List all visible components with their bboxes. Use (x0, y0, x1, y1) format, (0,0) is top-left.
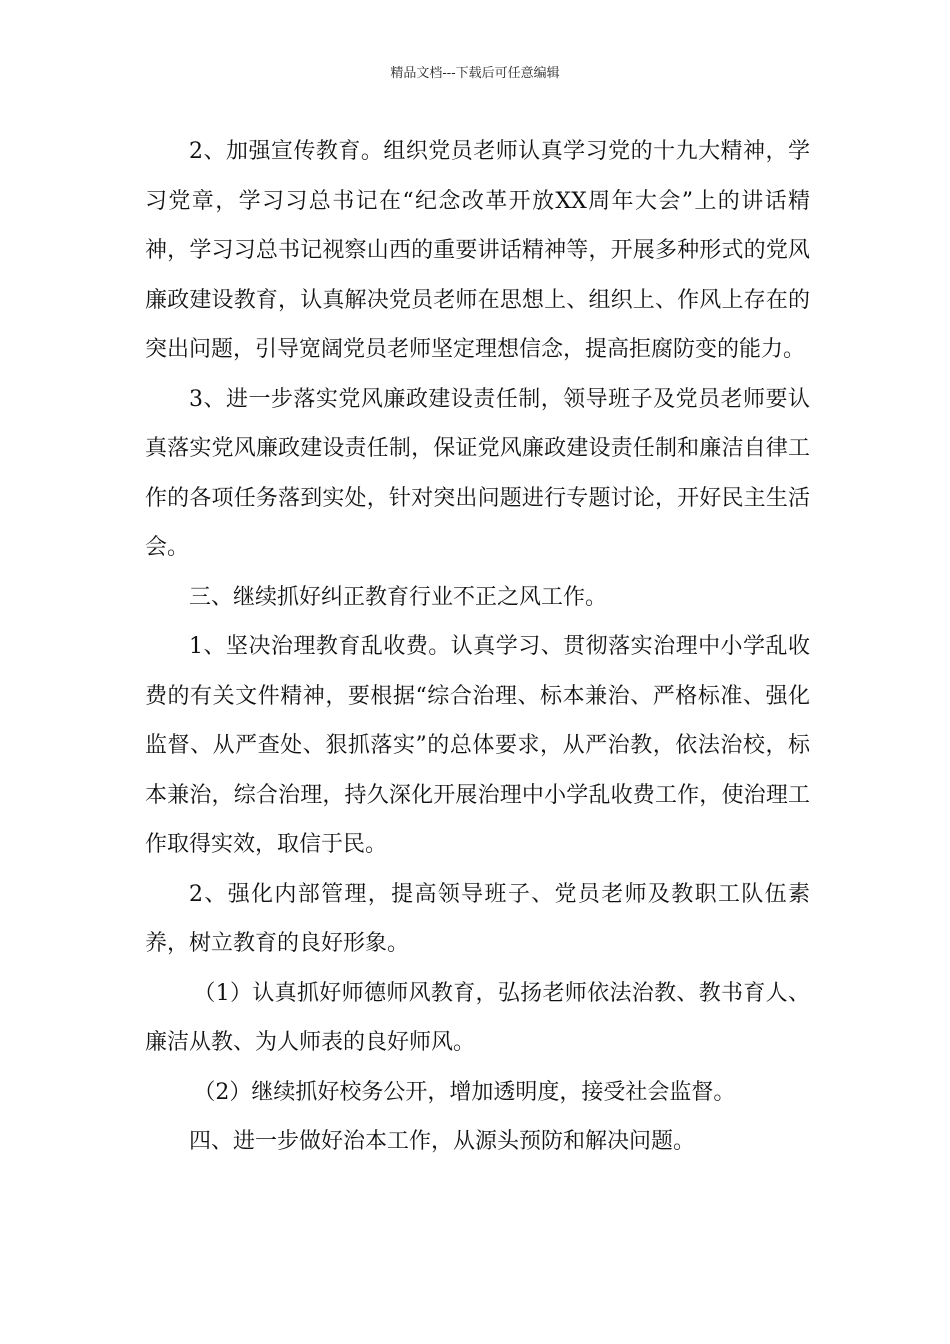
page-header: 精品文档---下载后可任意编辑 (390, 66, 560, 81)
paragraph-fee-governance: 1、坚决治理教育乱收费。认真学习、贯彻落实治理中小学乱收费的有关文件精神，要根据“综合治理、标本兼治、严格标准、强化监督、从严查处、狠抓落实”的总体要求，从严治教，依法治校，标本兼治，综合治理，持久深化开展治理中小学乱收费工作，使治理工作取得实效，取信于民。 (145, 634, 810, 857)
section-heading-4: 四、进一步做好治本工作，从源头预防和解决问题。 (189, 1129, 696, 1154)
paragraph-internal-management: 2、强化内部管理，提高领导班子、党员老师及教职工队伍素养，树立教育的良好形象。 (145, 881, 810, 956)
paragraph-publicity-education: 2、加强宣传教育。组织党员老师认真学习党的十九大精神，学习党章，学习习总书记在“纪念改革开放XX周年大会”上的讲话精神，学习习总书记视察山西的重要讲话精神等，开展多种形式的党风廉政建设教育，认真解决党员老师在思想上、组织上、作风上存在的突出问题，引导宽阔党员老师坚定理想信念，提高拒腐防变的能力。 (145, 139, 810, 362)
section-heading-3: 三、继续抓好纠正教育行业不正之风工作。 (189, 584, 608, 610)
document-body (145, 127, 810, 1167)
paragraph-teacher-ethics: （1）认真抓好师德师风教育，弘扬老师依法治教、教书育人、廉洁从教、为人师表的良好师风。 (145, 980, 810, 1055)
paragraph-school-affairs: （2）继续抓好校务公开，增加透明度，接受社会监督。 (193, 1079, 736, 1105)
paragraph-responsibility-system: 3、进一步落实党风廉政建设责任制，领导班子及党员老师要认真落实党风廉政建设责任制，保证党风廉政建设责任制和廉洁自律工作的各项任务落到实处，针对突出问题进行专题讨论，开好民主生活会。 (145, 386, 810, 560)
